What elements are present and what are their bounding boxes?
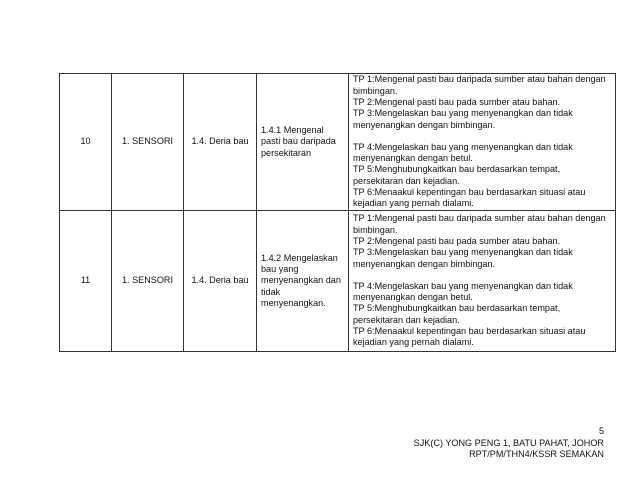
tp-2: TP 2:Mengenal pasti bau pada sumber atau bahan. bbox=[353, 235, 561, 246]
table-row bbox=[60, 211, 616, 352]
school-name: SJK(C) YONG PENG 1, BATU PAHAT, JOHOR bbox=[413, 437, 604, 448]
learning-standard-cell: 1.4.1 Mengenal pasti bau daripada persekitaran bbox=[257, 74, 349, 211]
unit-cell: 1. SENSORI bbox=[112, 211, 184, 352]
lesson-plan-table bbox=[59, 73, 616, 352]
standard-cell: 1.4. Deria bau bbox=[184, 211, 257, 352]
week-cell: 10 bbox=[60, 74, 112, 211]
tp-6: TP 6:Menaakul kepentingan bau berdasarkan situasi atau kejadian yang pernah dialami. bbox=[353, 187, 586, 209]
week-cell: 11 bbox=[60, 211, 112, 352]
tp-5: TP 5:Menghubungkaitkan bau berdasarkan tempat, persekitaran dan kejadian. bbox=[353, 164, 561, 186]
standard-cell: 1.4. Deria bau bbox=[184, 74, 257, 211]
tp-2: TP 2:Mengenal pasti bau pada sumber atau bahan. bbox=[353, 96, 561, 107]
tp-1: TP 1:Mengenal pasti bau daripada sumber atau bahan dengan bimbingan. bbox=[353, 213, 606, 235]
performance-levels-cell bbox=[349, 211, 616, 352]
tp-3: TP 3:Mengelaskan bau yang menyenangkan dan tidak menyenangkan dengan bimbingan. bbox=[353, 247, 573, 269]
tp-6: TP 6:Menaakul kepentingan bau berdasarkan situasi atau kejadian yang pernah dialami. bbox=[353, 326, 586, 348]
performance-levels-cell bbox=[349, 74, 616, 211]
tp-5: TP 5:Menghubungkaitkan bau berdasarkan tempat, persekitaran dan kejadian. bbox=[353, 303, 561, 325]
tp-spacer bbox=[353, 270, 611, 281]
tp-4: TP 4:Mengelaskan bau yang menyenangkan dan tidak menyenangkan dengan betul. bbox=[353, 141, 573, 164]
tp-4: TP 4:Mengelaskan bau yang menyenangkan dan tidak menyenangkan dengan betul. bbox=[353, 280, 573, 303]
tp-3: TP 3:Mengelaskan bau yang menyenangkan dan tidak menyenangkan dengan bimbingan. bbox=[353, 108, 573, 130]
document-code: RPT/PM/THN4/KSSR SEMAKAN bbox=[469, 449, 604, 459]
table-row bbox=[60, 74, 616, 211]
learning-standard-cell: 1.4.2 Mengelaskan bau yang menyenangkan dan tidak menyenangkan. bbox=[257, 211, 349, 352]
page-footer bbox=[414, 426, 604, 461]
tp-spacer bbox=[353, 131, 611, 142]
page-number: 5 bbox=[598, 426, 604, 436]
tp-1: TP 1:Mengenal pasti bau daripada sumber atau bahan dengan bimbingan. bbox=[353, 74, 606, 96]
unit-cell: 1. SENSORI bbox=[112, 74, 184, 211]
